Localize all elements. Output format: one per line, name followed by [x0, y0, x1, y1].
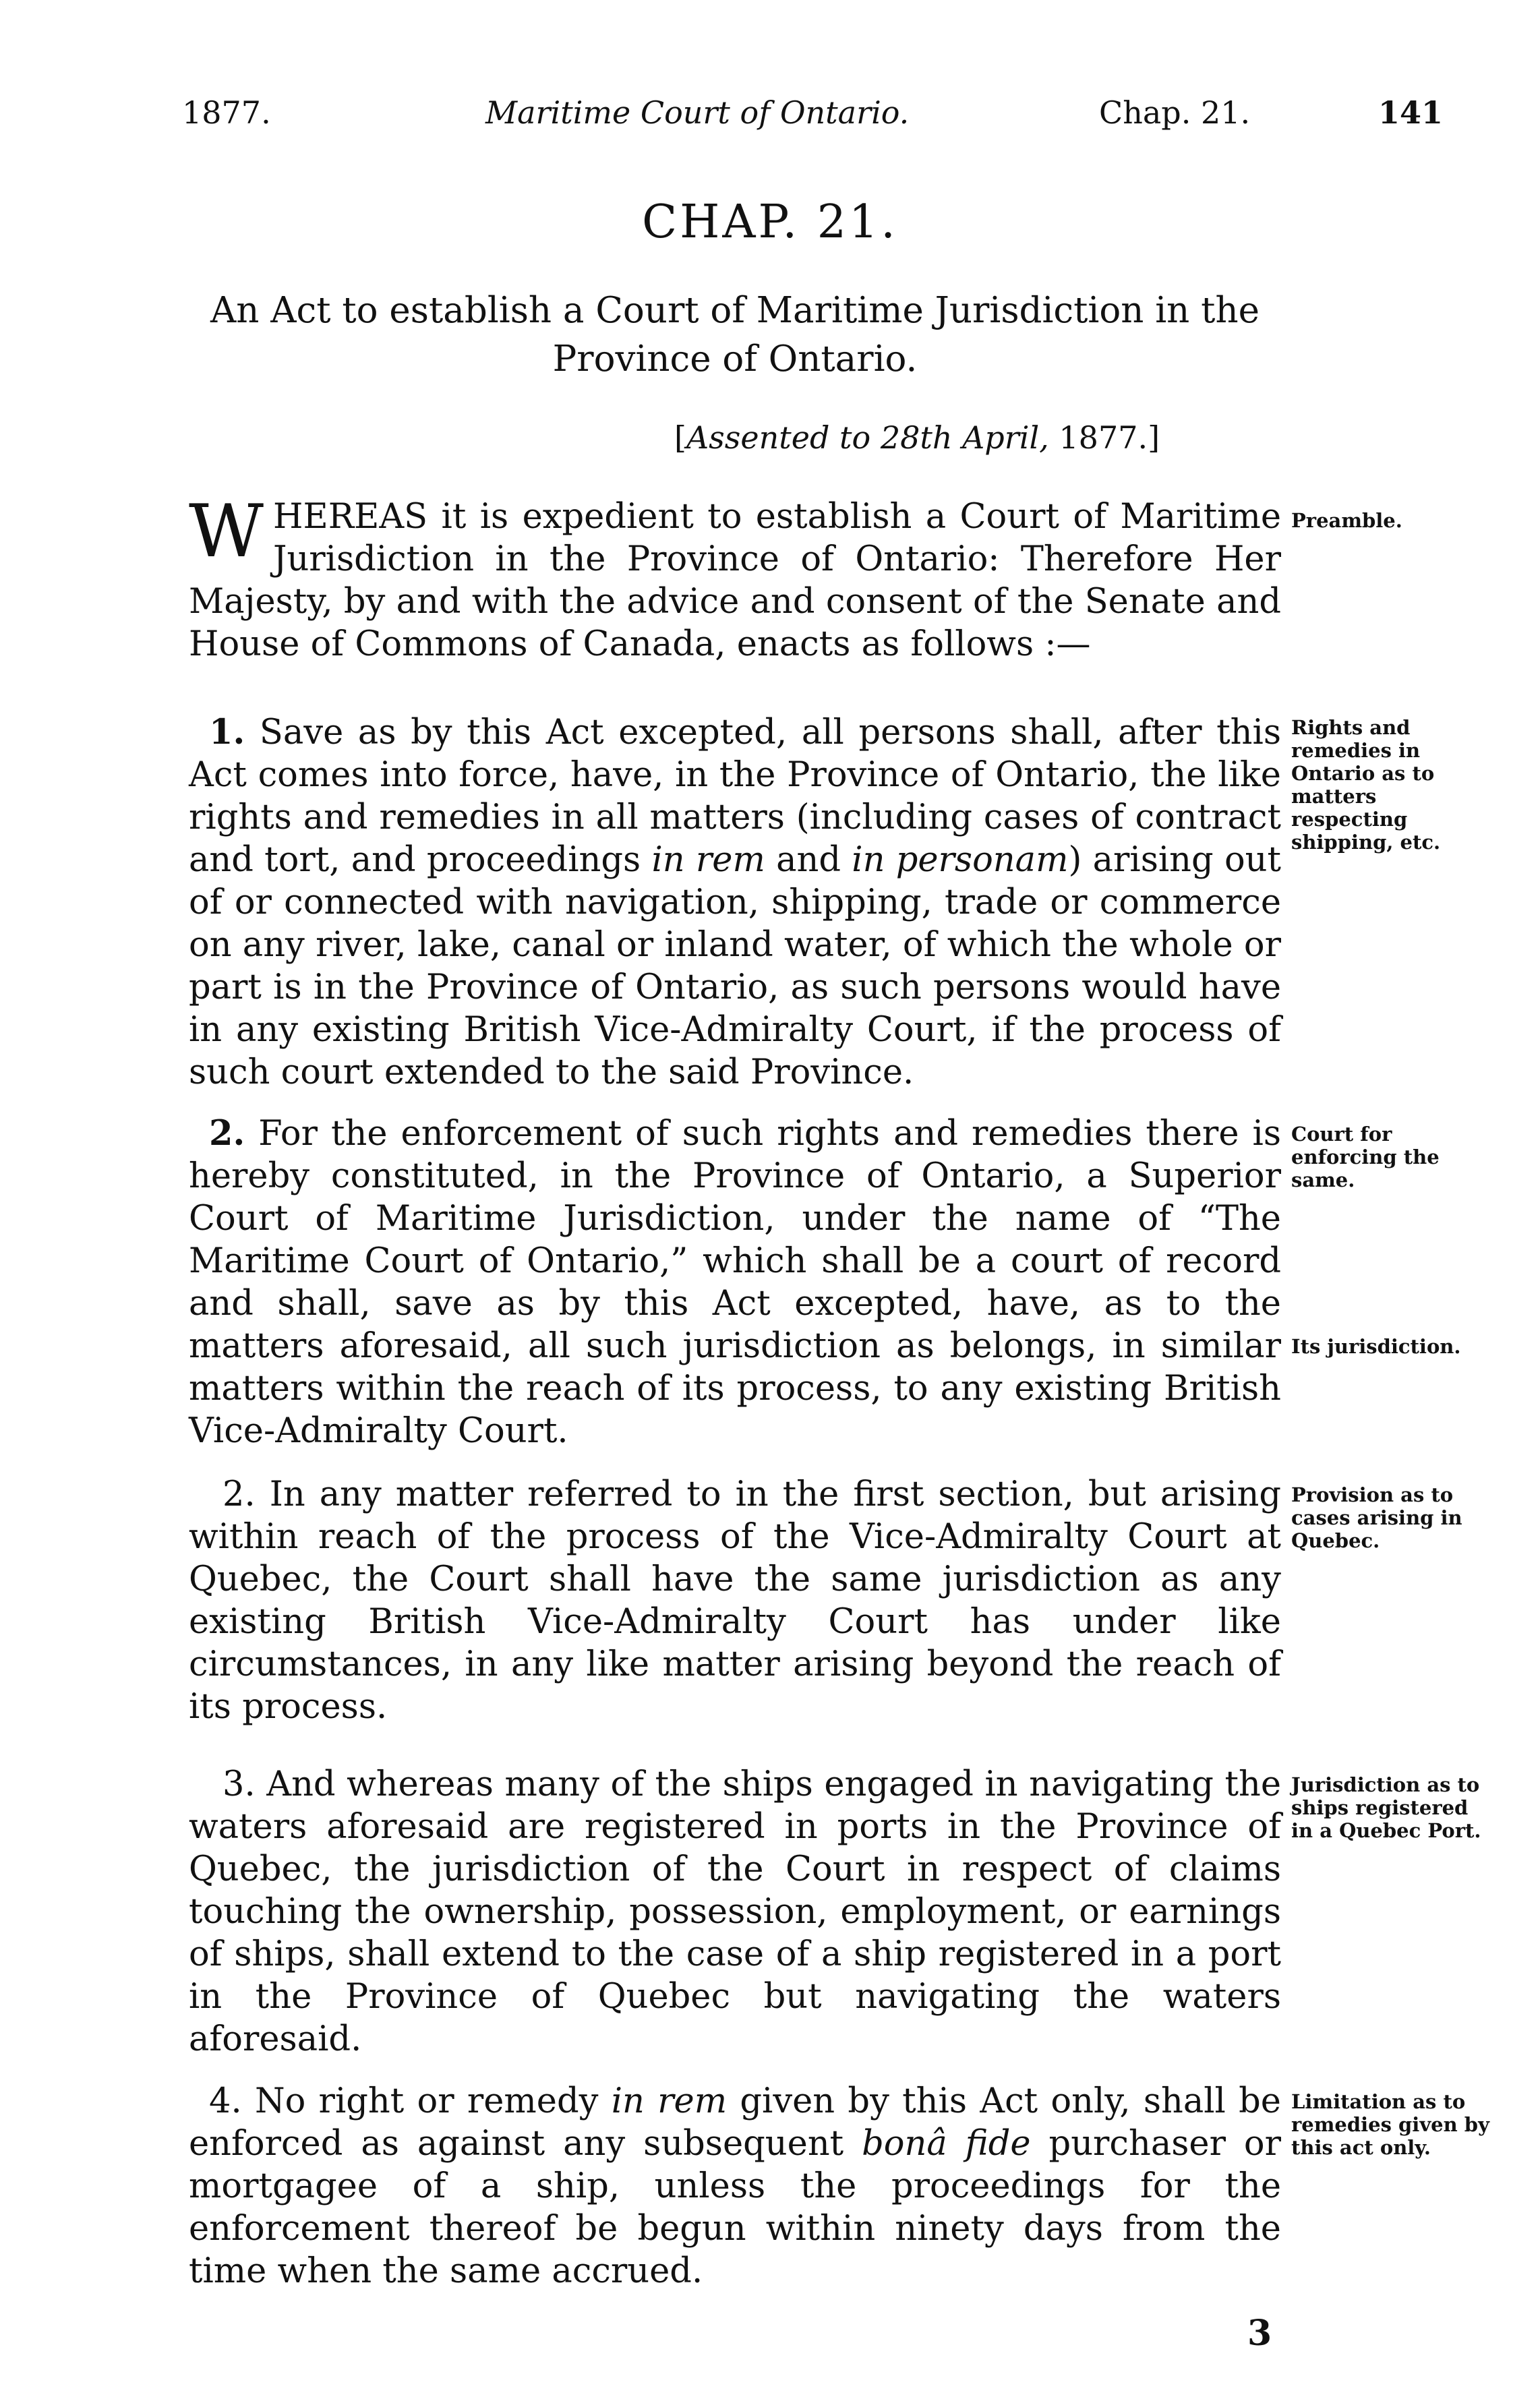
margin-note-section-2: Court for enforcing the same. [1291, 1123, 1440, 1191]
section-2-paragraph [189, 1113, 1281, 1452]
page-number: 141 [1378, 94, 1443, 131]
section-text: For the enforcement of such rights and remedies there is hereby constituted, in the Province of Ontario, a Superior Court of Maritime Jurisdiction, under the name of “The Maritime Court of Ontario,” which shall be a court of record and shall, save as by this Act excepted, have, as to the matters aforesaid, all such jurisdiction as belongs, in similar matters within the reach of its process, to any existing British Vice-Admiralty Court. [189, 1114, 1281, 1451]
header-year: 1877. [182, 94, 271, 131]
running-head [182, 94, 1456, 148]
section-text: No right or remedy [254, 2081, 599, 2121]
signature-mark: 3 [1247, 2313, 1272, 2354]
subsection-3-paragraph [189, 1763, 1281, 2061]
section-number: 3. [223, 1765, 256, 1804]
header-chapter: Chap. 21. [1099, 94, 1251, 131]
margin-note-section-2-jurisdiction: Its jurisdiction. [1291, 1335, 1461, 1358]
margin-note-preamble: Preamble. [1291, 509, 1402, 532]
act-title: An Act to establish a Court of Maritime Jurisdiction in the Province of Ontario. [210, 290, 1260, 380]
assent-year: 1877. [1059, 419, 1148, 456]
header-title: Maritime Court of Ontario. [485, 94, 910, 131]
latin-term: bonâ fide [862, 2124, 1031, 2164]
section-text: given by this Act only, shall be enforced as against any subsequent [189, 2081, 1281, 2164]
section-text: purchaser or mortgagee of a ship, unless the proceedings for the enforcement thereof be begun within ninety days from the time when the same accrued. [189, 2124, 1282, 2291]
preamble-text: HEREAS it is expedient to establish a Court of Maritime Jurisdiction in the Province of Ontario: Therefore Her Majesty, by and with the advice and consent of the Senate and House of Commons of Canada, enacts as follows :— [189, 497, 1281, 664]
section-text: And whereas many of the ships engaged in navigating the waters aforesaid are registered in ports in the Province of Quebec, the jurisdiction of the Court in respect of claims touching the ownership, possession, employment, or earnings of ships, shall extend to the case of a ship registered in a port in the Province of Quebec but navigating the waters aforesaid. [189, 1765, 1282, 2059]
margin-note-subsection-3: Jurisdiction as to ships registered in a Quebec Port. [1291, 1773, 1481, 1842]
latin-term: in rem [651, 840, 765, 880]
margin-note-section-1: Rights and remedies in Ontario as to matters respecting shipping, etc. [1291, 716, 1441, 854]
subsection-2-paragraph [189, 1473, 1281, 1728]
section-text: In any matter referred to in the first section, but arising within reach of the process of the Vice-Admiralty Court at Quebec, the Court shall have the same jurisdiction as any existing British Vice-Admiralty Court has under like circumstances, in any like matter arising beyond the reach of its process. [189, 1475, 1281, 1727]
section-text: and [776, 840, 841, 880]
chapter-heading: CHAP. 21. [642, 196, 898, 249]
latin-term: in rem [611, 2081, 728, 2121]
section-4-paragraph [189, 2080, 1281, 2292]
dropcap: W [189, 490, 264, 574]
latin-term: in personam [852, 840, 1069, 880]
section-number: 4. [209, 2081, 242, 2121]
section-1-paragraph [189, 711, 1281, 1094]
margin-note-subsection-2: Provision as to cases arising in Quebec. [1291, 1483, 1462, 1552]
assent-label: Assented to 28th April, [686, 419, 1049, 456]
section-text: ) arising out of or connected with navigation, shipping, trade or commerce on any river, lake, canal or inland water, of which the whole or part is in the Province of Ontario, as such persons would have in any existing British Vice-Admiralty Court, if the process of such court extended to the said Province. [189, 840, 1281, 1092]
assent-line: [Assented to 28th April, 1877.] [674, 419, 1160, 456]
preamble-paragraph [189, 490, 1281, 665]
section-number: 2. [223, 1475, 256, 1514]
section-number: 1. [209, 712, 245, 752]
margin-note-section-4: Limitation as to remedies given by this act only. [1291, 2090, 1489, 2159]
section-text: Save as by this Act excepted, all persons shall, after this Act comes into force, have, in the Province of Ontario, the like rights and remedies in all matters (including cases of contract and tort, and proceedings [189, 713, 1282, 880]
section-number: 2. [209, 1113, 245, 1154]
